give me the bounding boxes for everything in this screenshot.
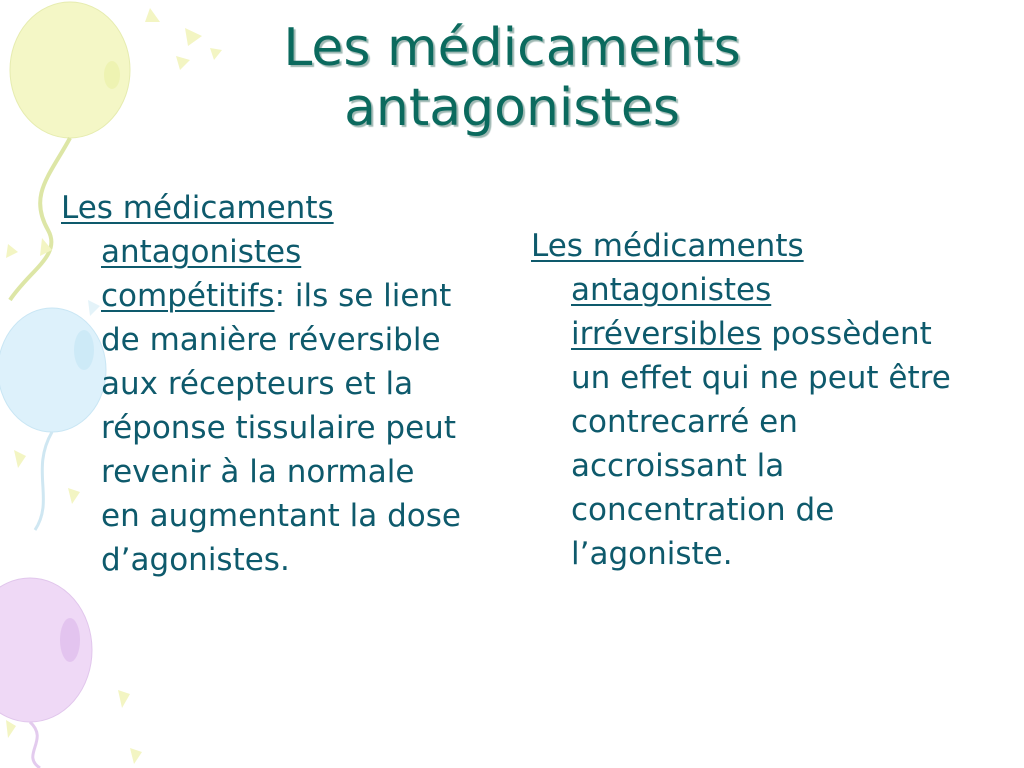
balloon-purple-string: [30, 722, 40, 768]
confetti-star: [6, 720, 16, 738]
balloon-yellow-highlight: [104, 61, 120, 89]
left-column: [61, 186, 461, 582]
slide-title: Les médicaments antagonistes: [283, 18, 741, 138]
left-term-competitive: Les médicaments antagonistes compétitifs: [61, 190, 334, 314]
right-term-irreversible: Les médicaments antagonistes irréversibles: [531, 228, 804, 352]
confetti-star: [130, 748, 142, 764]
confetti-star: [118, 690, 130, 708]
balloon-purple-highlight: [60, 618, 80, 662]
left-body-text: : ils se lient de manière réversible aux récepteurs et la réponse tissulaire peut revenir à la normale en augmentant la dose d’agonistes.: [101, 278, 461, 578]
right-body-text: possèdent un effet qui ne peut être contrecarré en accroissant la concentration de l’agoniste.: [571, 316, 951, 572]
balloon-blue-string: [35, 432, 52, 530]
left-bullet: [61, 186, 461, 582]
right-bullet: [531, 224, 951, 576]
confetti-star: [14, 450, 26, 468]
right-column: [531, 224, 951, 576]
confetti-star: [6, 244, 18, 258]
